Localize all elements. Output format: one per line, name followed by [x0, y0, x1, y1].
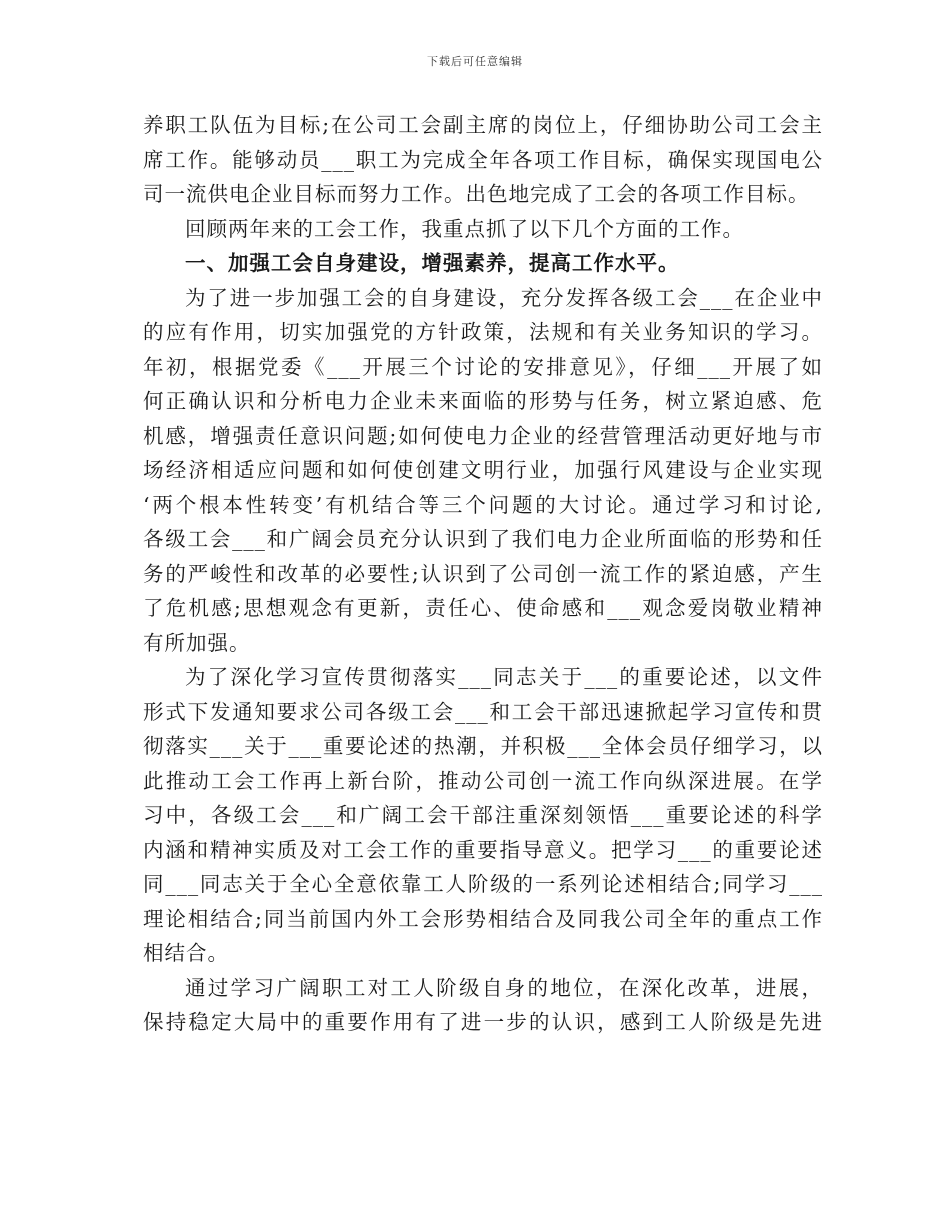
- text-line: 同___同志关于全心全意依靠工人阶级的一系列论述相结合;同学习___: [143, 872, 823, 896]
- text-line: 形式下发通知要求公司各级工会___和工会干部迅速掀起学习宣传和贯: [143, 699, 823, 724]
- text-line: 机感，增强责任意识问题;如何使电力企业的经营管理活动更好地与市: [143, 423, 823, 448]
- text-line: 席工作。能够动员___职工为完成全年各项工作目标，确保实现国电公: [143, 147, 823, 172]
- text-line: 了危机感;思想观念有更新，责任心、使命感和___观念爱岗敬业精神: [143, 596, 823, 620]
- text-line: ‘两个根本性转变’有机结合等三个问题的大讨论。通过学习和讨论,: [143, 492, 823, 517]
- text-line: 务的严峻性和改革的必要性;认识到了公司创一流工作的紧迫感，产生: [143, 561, 823, 586]
- text-line: 习中，各级工会___和广阔工会干部注重深刻领悟___重要论述的科学: [143, 803, 823, 827]
- text-line: 保持稳定大局中的重要作用有了进一步的认识，感到工人阶级是先进: [143, 1010, 823, 1034]
- text-line: 为了深化学习宣传贯彻落实___同志关于___的重要论述，以文件: [185, 665, 823, 689]
- text-line: 回顾两年来的工会工作，我重点抓了以下几个方面的工作。: [185, 216, 744, 241]
- text-line: 理论相结合;同当前国内外工会形势相结合及同我公司全年的重点工作: [143, 906, 823, 931]
- text-line: 为了进一步加强工会的自身建设，充分发挥各级工会___在企业中: [185, 285, 823, 310]
- text-line: 的应有作用，切实加强党的方针政策，法规和有关业务知识的学习。: [143, 320, 823, 344]
- document-body: [143, 108, 823, 1040]
- text-line: 通过学习广阔职工对工人阶级自身的地位，在深化改革，进展，: [185, 975, 823, 1000]
- text-line: 内涵和精神实质及对工会工作的重要指导意义。把学习___的重要论述: [143, 837, 823, 862]
- text-line: 场经济相适应问题和如何使创建文明行业，加强行风建设与企业实现: [143, 458, 823, 482]
- text-line: 年初，根据党委《___开展三个讨论的安排意见》，仔细___开展了如: [143, 354, 823, 379]
- text-line: 何正确认识和分析电力企业未来面临的形势与任务，树立紧迫感、危: [143, 389, 823, 413]
- text-line: 各级工会___和广阔会员充分认识到了我们电力企业所面临的形势和任: [143, 527, 823, 551]
- text-line: 养职工队伍为目标;在公司工会副主席的岗位上，仔细协助公司工会主: [143, 113, 823, 137]
- text-line: 司一流供电企业目标而努力工作。出色地完成了工会的各项工作目标。: [143, 182, 810, 206]
- section-heading: 一、加强工会自身建设，增强素养，提高工作水平。: [185, 251, 680, 275]
- text-line: 此推动工会工作再上新台阶，推动公司创一流工作向纵深进展。在学: [143, 768, 823, 793]
- text-line: 相结合。: [143, 941, 229, 965]
- text-line: 彻落实___关于___重要论述的热潮，并积极___全体会员仔细学习，以: [143, 734, 823, 758]
- page-header: 下载后可任意编辑: [427, 55, 523, 68]
- text-line: 有所加强。: [143, 630, 251, 655]
